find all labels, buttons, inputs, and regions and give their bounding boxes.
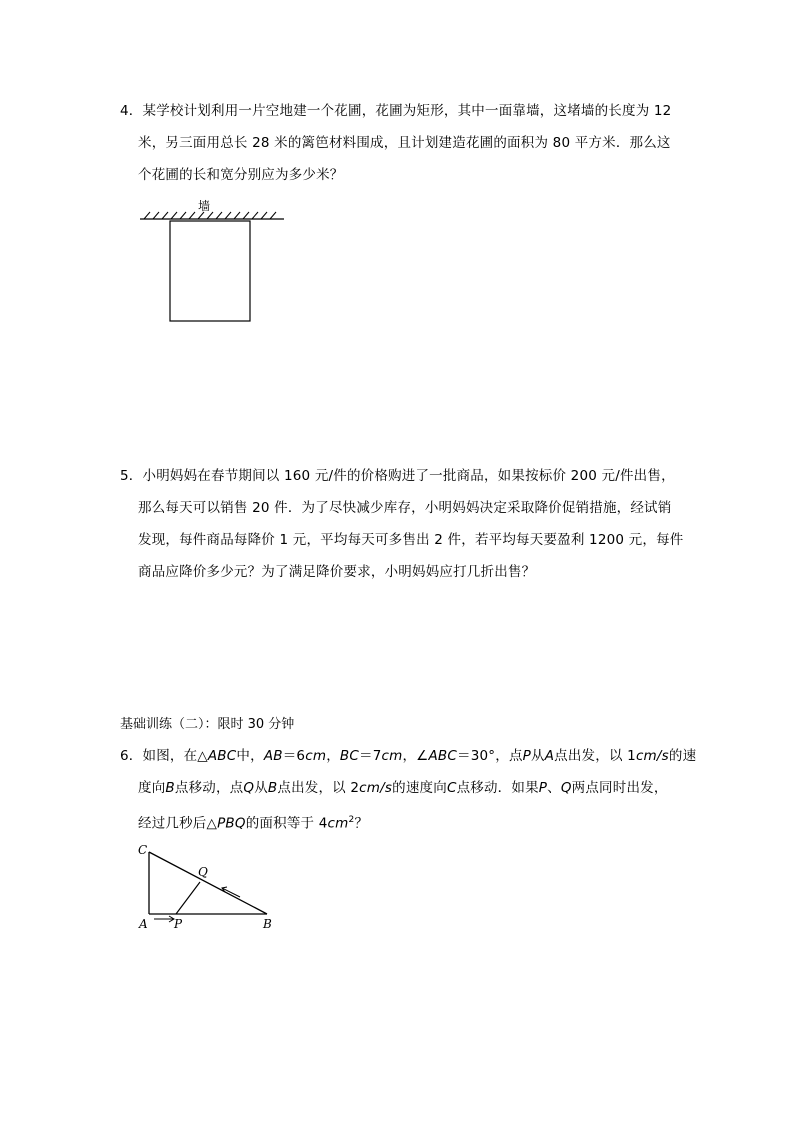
side-bc bbox=[149, 852, 267, 914]
q4-line-1: 4．某学校计划利用一片空地建一个花圃，花圃为矩形，其中一面靠墙，这堵墙的长度为 12 bbox=[120, 103, 672, 119]
arrow-right-icon bbox=[154, 916, 174, 922]
label-p: P bbox=[174, 917, 183, 931]
label-c: C bbox=[138, 843, 148, 857]
garden-figure bbox=[130, 190, 300, 330]
label-q: Q bbox=[198, 865, 208, 879]
section-heading: 基础训练（二）：限时 30 分钟 bbox=[120, 717, 295, 732]
wall-label: 墙 bbox=[198, 199, 211, 213]
triangle-figure bbox=[130, 838, 290, 938]
q6-line-1: 6．如图，在△ABC中，AB＝6cm，BC＝7cm，∠ABC＝30°，点P从A点出发，以 1cm/s的速 bbox=[120, 748, 697, 764]
segment-pq bbox=[176, 882, 200, 914]
wall-hatching bbox=[144, 212, 276, 219]
q5-line-1: 5．小明妈妈在春节期间以 160 元/件的价格购进了一批商品，如果按标价 200 元/件出售， bbox=[120, 468, 675, 484]
q6-line-2: 度向B点移动，点Q从B点出发，以 2cm/s的速度向C点移动．如果P、Q两点同时出发， bbox=[138, 780, 668, 796]
garden-rectangle bbox=[170, 221, 250, 321]
label-b: B bbox=[263, 917, 272, 931]
label-a: A bbox=[139, 917, 148, 931]
q4-line-3: 个花圃的长和宽分别应为多少米？ bbox=[138, 167, 344, 183]
q4-line-2: 米，另三面用总长 28 米的篱笆材料围成，且计划建造花圃的面积为 80 平方米．那么这 bbox=[138, 135, 671, 151]
q6-line-3: 经过几秒后△PBQ的面积等于 $4cm^2$？ bbox=[138, 815, 369, 832]
q5-line-4: 商品应降价多少元？为了满足降价要求，小明妈妈应打几折出售？ bbox=[138, 564, 536, 580]
q5-line-2: 那么每天可以销售 20 件．为了尽快减少库存，小明妈妈决定采取降价促销措施，经试销 bbox=[138, 500, 672, 516]
q5-line-3: 发现，每件商品每降价 1 元，平均每天可多售出 2 件，若平均每天要盈利 1200 元，每件 bbox=[138, 532, 684, 548]
